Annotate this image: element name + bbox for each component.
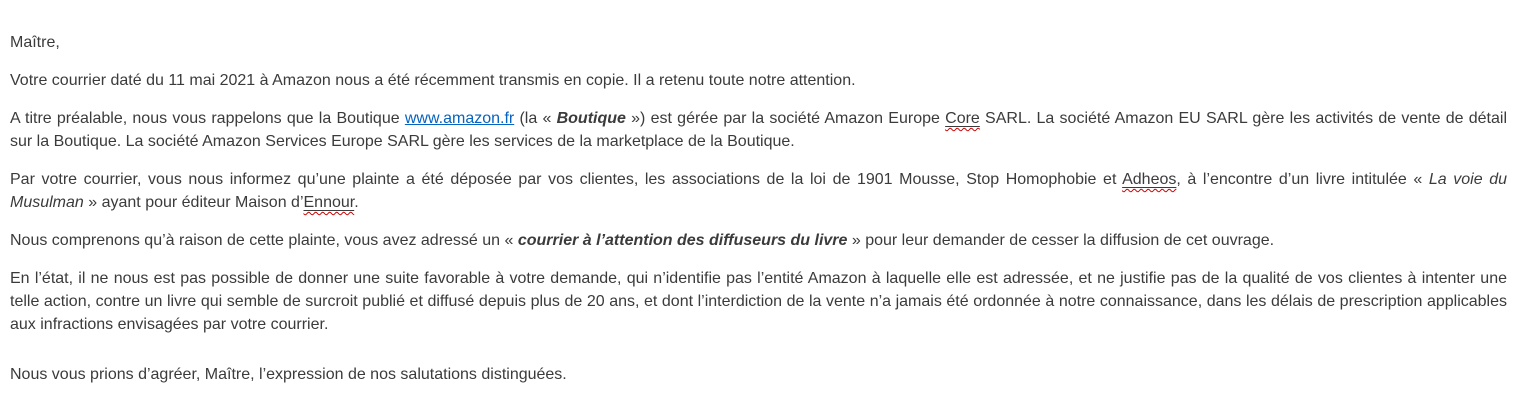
salutation xyxy=(10,31,1507,54)
text-run: Nous vous prions d’agréer, Maître, l’expression de nos salutations distinguées. xyxy=(10,366,567,383)
spellcheck-underline: Core xyxy=(945,110,980,127)
paragraph-entities xyxy=(10,107,1507,153)
text-run: Nous comprenons qu’à raison de cette plainte, vous avez adressé un « xyxy=(10,232,518,249)
text-run: Votre courrier daté du 11 mai 2021 à Amazon nous a été récemment transmis en copie. Il a retenu toute notre attention. xyxy=(10,72,856,89)
spellcheck-underline: Adheos xyxy=(1122,171,1177,188)
misspelled-word-ennour xyxy=(304,194,355,211)
text-run: . xyxy=(354,194,359,211)
paragraph-refus xyxy=(10,267,1507,336)
text-run: ») est gérée par la société Amazon Europe xyxy=(625,110,946,127)
courrier-emphasis: courrier à l’attention des diffuseurs du livre xyxy=(517,232,848,249)
text-run: (la « xyxy=(514,110,557,127)
misspelled-word-core xyxy=(945,110,980,127)
boutique-emphasis: Boutique xyxy=(556,110,626,127)
text-run: A titre préalable, nous vous rappelons que la Boutique xyxy=(10,110,405,127)
text-run: » ayant pour éditeur Maison d’ xyxy=(83,194,304,211)
spellcheck-underline: Ennour xyxy=(303,194,355,211)
text-run: Par votre courrier, vous nous informez qu’une plainte a été déposée par vos clientes, les associations de la loi de 1901 Mousse, Stop Homophobie et xyxy=(10,171,1123,188)
salutation-text: Maître, xyxy=(10,34,60,51)
amazon-fr-link[interactable]: www.amazon.fr xyxy=(404,110,515,127)
misspelled-word-adheos xyxy=(1122,171,1176,188)
paragraph-plainte xyxy=(10,168,1507,214)
paragraph-intro xyxy=(10,69,1507,92)
text-run: SARL. La société Amazon EU SARL gère les activités de vente de détail sur la Boutique. La société Amazon Services Europe SARL gère les services de la marketplace de la Boutique. xyxy=(10,110,1508,150)
paragraph-courrier xyxy=(10,229,1507,252)
book-title-emphasis: La voie du Musulman xyxy=(10,171,1508,211)
text-run: En l’état, il ne nous est pas possible de donner une suite favorable à votre demande, qui n’identifie pas l’entité Amazon à laquelle elle est adressée, et ne justifie pas de la qualité de vos clientes à intenter une telle action, contre un livre qui semble de surcroit publié et diffusé depuis plus de 20 ans, et dont l’interdiction de la vente n’a jamais été ordonnée à notre connaissance, dans les délais de prescription applicables aux infractions envisagées par votre courrier. xyxy=(10,270,1507,333)
text-run: , à l’encontre d’un livre intitulée « xyxy=(1176,171,1429,188)
paragraph-closing xyxy=(10,363,1507,386)
text-run: » pour leur demander de cesser la diffusion de cet ouvrage. xyxy=(847,232,1275,249)
